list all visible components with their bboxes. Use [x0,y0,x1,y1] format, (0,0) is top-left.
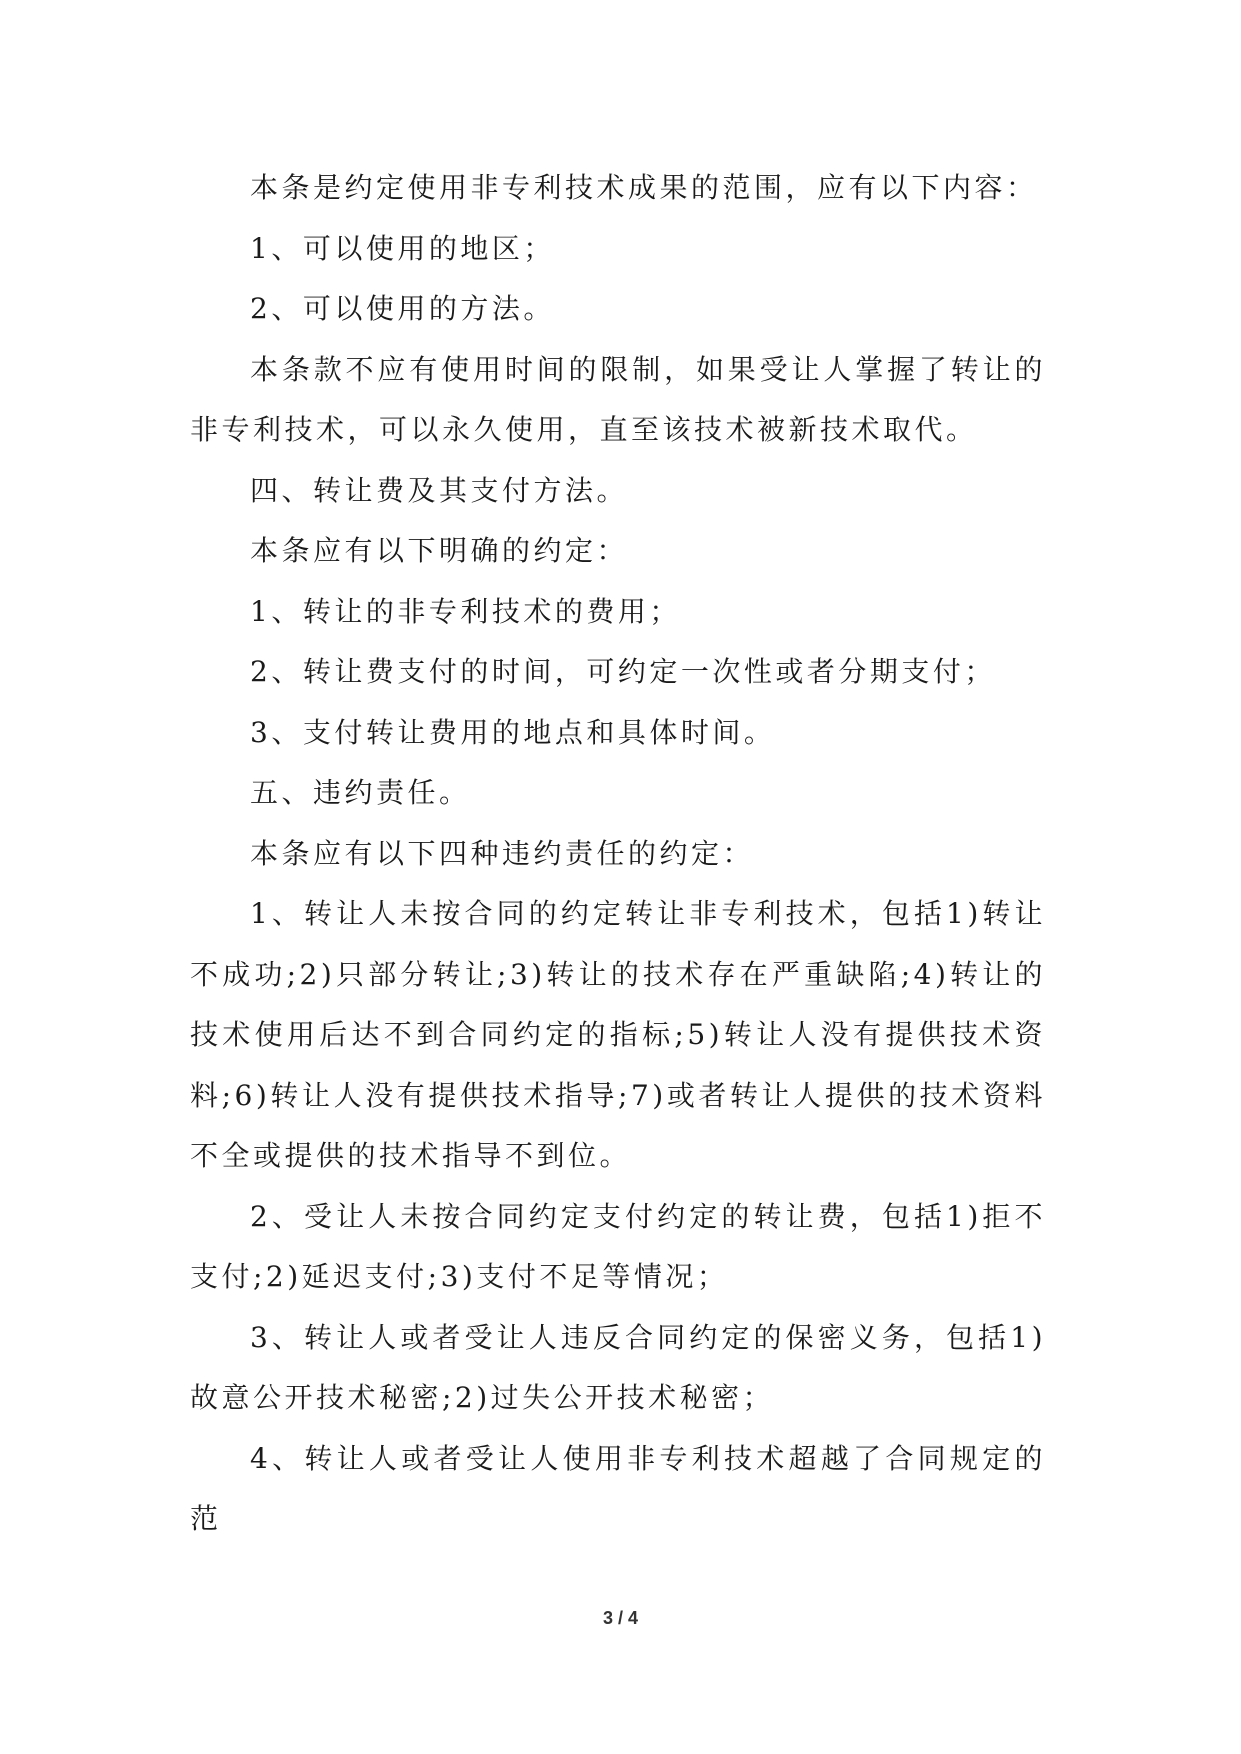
paragraph-liability-item-4: 4、转让人或者受让人使用非专利技术超越了合同规定的范 [190,1441,1046,1535]
section-heading-liability: 五、违约责任。 [250,776,471,809]
paragraph-time-limit: 本条款不应有使用时间的限制，如果受让人掌握了转让的非专利技术，可以永久使用，直至该技术被新技术取代。 [190,352,1046,446]
paragraph-liability-item-3: 3、转让人或者受让人违反合同约定的保密义务，包括1)故意公开技术秘密;2)过失公开技术秘密； [190,1320,1046,1414]
paragraph-scope-intro: 本条是约定使用非专利技术成果的范围，应有以下内容： [250,171,1038,204]
body-text [190,158,1046,1550]
paragraph-fee-item-2: 2、转让费支付的时间，可约定一次性或者分期支付； [250,655,996,688]
paragraph-fee-item-1: 1、转让的非专利技术的费用； [250,594,681,628]
paragraph-fee-item-3: 3、支付转让费用的地点和具体时间。 [250,715,776,749]
paragraph-liability-intro: 本条应有以下四种违约责任的约定： [250,836,755,870]
section-heading-fee: 四、转让费及其支付方法。 [250,473,629,507]
paragraph-scope-item-1: 1、可以使用的地区； [250,231,555,265]
page-number: 3 / 4 [602,1608,639,1628]
paragraph-fee-intro: 本条应有以下明确的约定： [250,534,629,567]
paragraph-liability-item-1: 1、转让人未按合同的约定转让非专利技术，包括1)转让不成功;2)只部分转让;3)转让的技术存在严重缺陷;4)转让的技术使用后达不到合同约定的指标;5)转让人没有提供技术资料;6)转让人没有提供技术指导;7)或者转让人提供的技术资料不全或提供的技术指导不到位。 [190,897,1046,1172]
paragraph-scope-item-2: 2、可以使用的方法。 [250,292,555,325]
paragraph-liability-item-2: 2、受让人未按合同约定支付约定的转让费，包括1)拒不支付;2)延迟支付;3)支付不足等情况； [190,1199,1046,1293]
